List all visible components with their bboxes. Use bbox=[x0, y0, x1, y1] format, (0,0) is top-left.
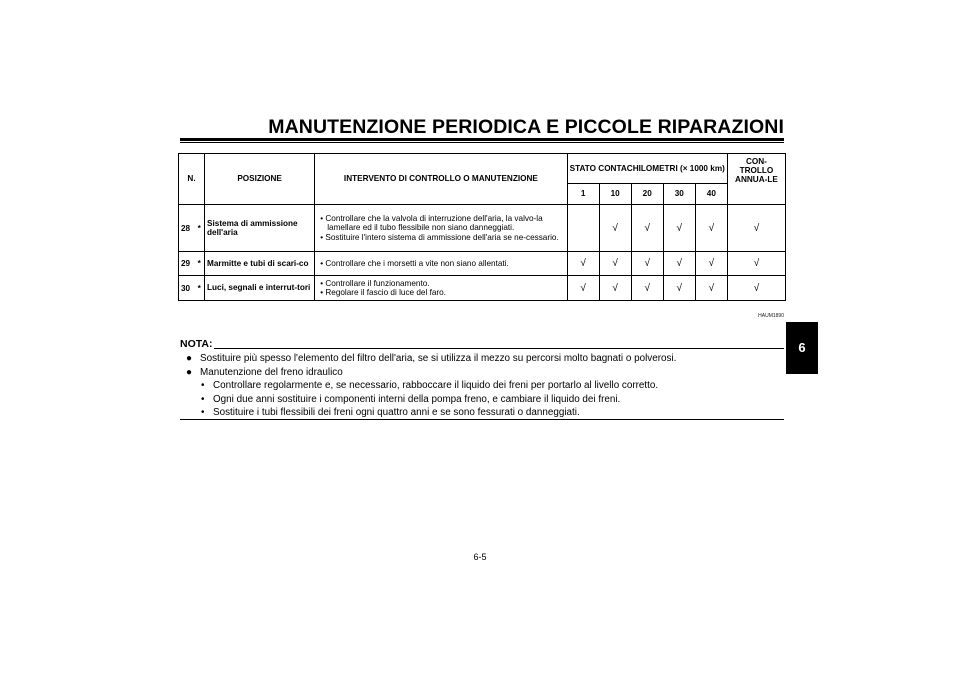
nota-subitem-text: Controllare regolarmente e, se necessario, rabboccare il liquido dei freni per portarlo al livello corretto. bbox=[213, 380, 659, 391]
nota-item-text: Sostituire più spesso l'elemento del filtro dell'aria, se si utilizza il mezzo su percorsi molto bagnati o polverosi. bbox=[200, 353, 677, 364]
nota-rule bbox=[214, 348, 784, 349]
list-item bbox=[186, 379, 784, 393]
nota-subitem-text: Sostituire i tubi flessibili dei freni ogni quattro anni e se sono fessurati o danneggiati. bbox=[213, 407, 580, 418]
row-position: Marmitte e tubi di scari-co bbox=[205, 252, 315, 276]
header-km-10: 10 bbox=[599, 184, 631, 205]
sub-bullet-icon: • bbox=[201, 393, 205, 405]
page-number: 6-5 bbox=[473, 552, 487, 562]
header-km-40: 40 bbox=[695, 184, 727, 205]
action-item: • Controllare il funzionamento. bbox=[318, 279, 564, 288]
table-row bbox=[179, 205, 786, 252]
row-number: 30 bbox=[179, 276, 195, 301]
list-item bbox=[186, 352, 784, 366]
nota-item-text: Manutenzione del freno idraulico bbox=[200, 366, 343, 378]
maintenance-table bbox=[178, 153, 786, 301]
check-mark: √ bbox=[599, 252, 631, 276]
sub-bullet-icon: • bbox=[201, 407, 205, 418]
header-position: POSIZIONE bbox=[205, 154, 315, 205]
header-km-30: 30 bbox=[663, 184, 695, 205]
row-position: Sistema di ammissione dell'aria bbox=[205, 205, 315, 252]
header-rule bbox=[180, 138, 784, 141]
check-mark: √ bbox=[727, 252, 785, 276]
check-mark: √ bbox=[663, 205, 695, 252]
row-number: 29 bbox=[179, 252, 195, 276]
check-mark: √ bbox=[567, 252, 599, 276]
header-rule-thin bbox=[180, 142, 784, 143]
row-star: * bbox=[195, 252, 205, 276]
check-mark: √ bbox=[631, 252, 663, 276]
header-annual: CON-TROLLO ANNUA-LE bbox=[727, 154, 785, 205]
check-mark: √ bbox=[695, 205, 727, 252]
row-position: Luci, segnali e interrut-tori bbox=[205, 276, 315, 301]
action-item: • Controllare che la valvola di interruzione dell'aria, la valvo-la lamellare ed il tubo flessibile non siano danneggiati. bbox=[318, 214, 564, 233]
nota-list bbox=[186, 352, 784, 420]
row-actions bbox=[315, 276, 567, 301]
bullet-icon: ● bbox=[186, 366, 193, 378]
list-item bbox=[186, 366, 784, 380]
check-mark bbox=[567, 205, 599, 252]
header-odometer: STATO CONTACHILOMETRI (× 1000 km) bbox=[567, 154, 727, 184]
check-mark: √ bbox=[695, 276, 727, 301]
header-n: N. bbox=[179, 154, 205, 205]
list-item bbox=[186, 406, 784, 420]
document-code: HAUM1890 bbox=[758, 313, 784, 319]
action-item: • Controllare che i morsetti a vite non siano allentati. bbox=[318, 259, 564, 268]
check-mark: √ bbox=[727, 276, 785, 301]
action-item: • Regolare il fascio di luce del faro. bbox=[318, 288, 564, 297]
chapter-tab: 6 bbox=[786, 322, 818, 374]
bullet-icon: ● bbox=[186, 353, 193, 364]
check-mark: √ bbox=[631, 276, 663, 301]
check-mark: √ bbox=[695, 252, 727, 276]
check-mark: √ bbox=[631, 205, 663, 252]
row-actions bbox=[315, 205, 567, 252]
header-action: INTERVENTO DI CONTROLLO O MANUTENZIONE bbox=[315, 154, 567, 205]
check-mark: √ bbox=[727, 205, 785, 252]
check-mark: √ bbox=[663, 276, 695, 301]
row-star: * bbox=[195, 276, 205, 301]
list-item bbox=[186, 393, 784, 407]
nota-rule-bottom bbox=[180, 419, 784, 420]
nota-subitem-text: Ogni due anni sostituire i componenti interni della pompa freno, e cambiare il liquido dei freni. bbox=[213, 393, 621, 405]
header-km-1: 1 bbox=[567, 184, 599, 205]
table-row bbox=[179, 252, 786, 276]
row-actions bbox=[315, 252, 567, 276]
action-item: • Sostituire l'intero sistema di ammissione dell'aria se ne-cessario. bbox=[318, 233, 564, 242]
check-mark: √ bbox=[599, 276, 631, 301]
sub-bullet-icon: • bbox=[201, 380, 205, 391]
nota-label: NOTA: bbox=[180, 338, 213, 350]
header-km-20: 20 bbox=[631, 184, 663, 205]
row-number: 28 bbox=[179, 205, 195, 252]
page-header-title: MANUTENZIONE PERIODICA E PICCOLE RIPARAZIONI bbox=[268, 116, 784, 138]
check-mark: √ bbox=[567, 276, 599, 301]
table-row bbox=[179, 276, 786, 301]
row-star: * bbox=[195, 205, 205, 252]
check-mark: √ bbox=[663, 252, 695, 276]
check-mark: √ bbox=[599, 205, 631, 252]
